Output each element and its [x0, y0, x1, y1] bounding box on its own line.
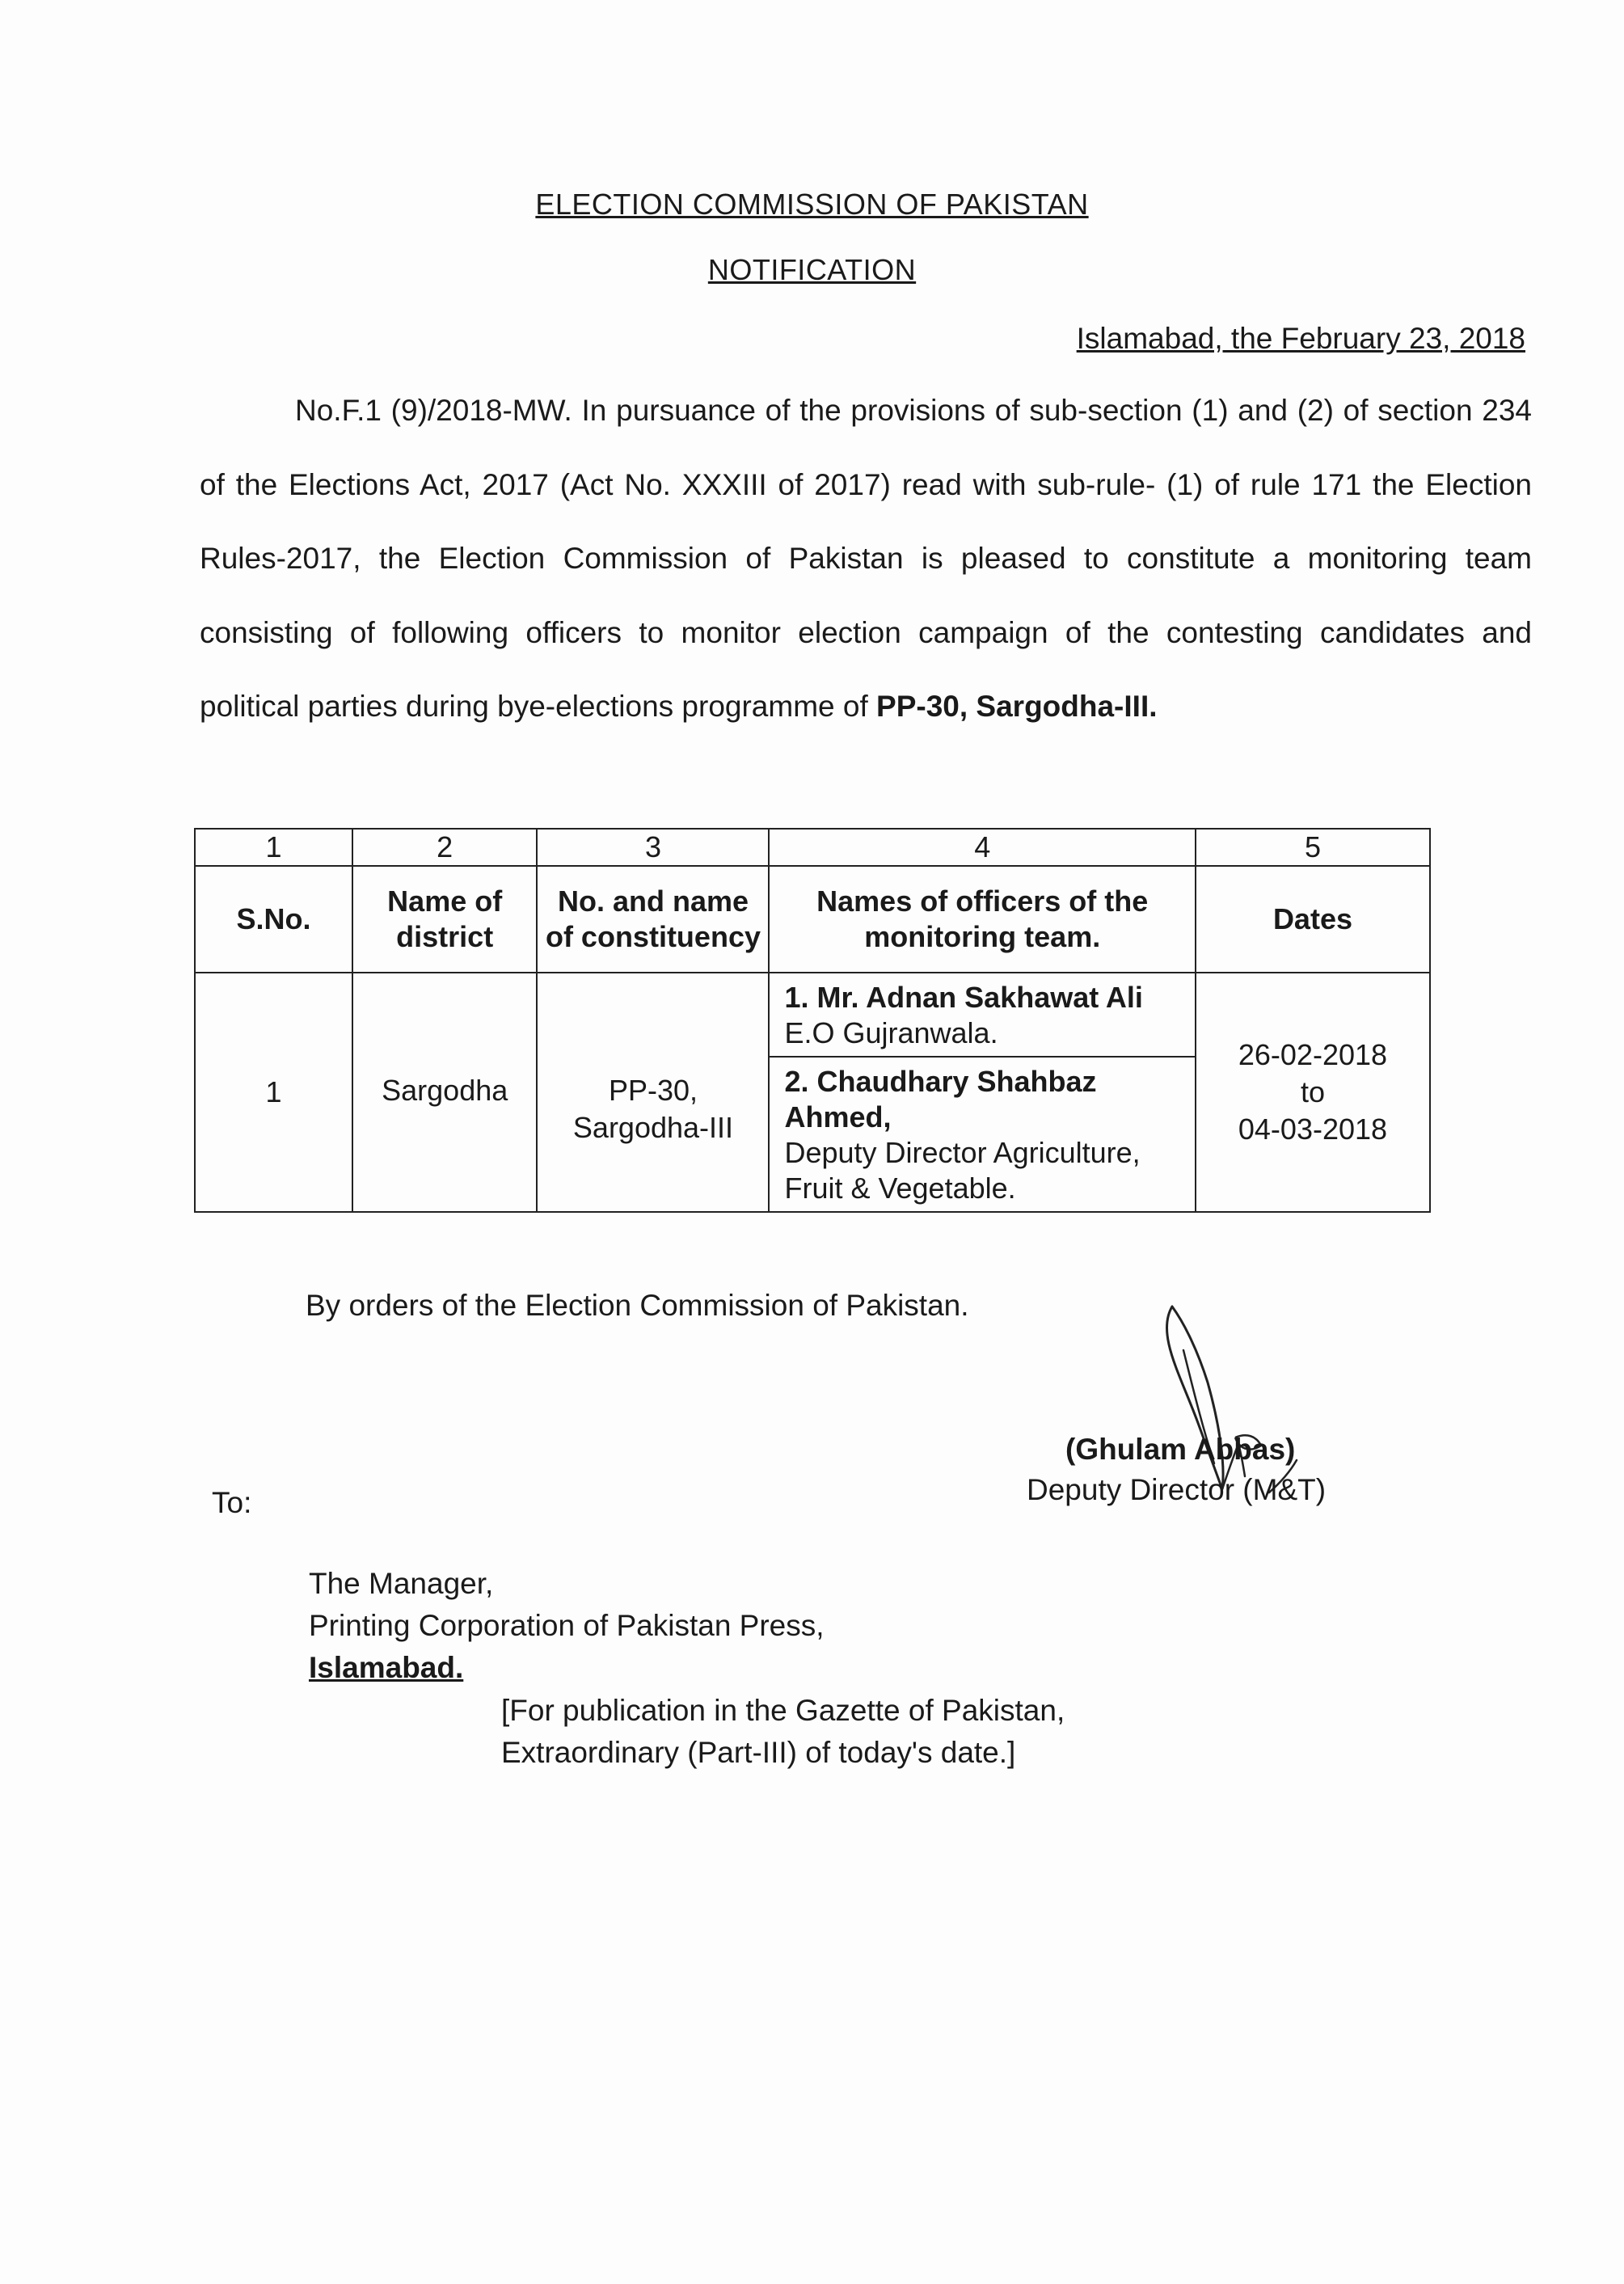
header-row — [195, 866, 1430, 973]
body-bold-constituency: PP-30, Sargodha-III. — [876, 690, 1158, 723]
body-paragraph — [200, 374, 1532, 744]
column-number: 5 — [1196, 829, 1430, 866]
recipient-city: Islamabad. — [309, 1651, 464, 1684]
cell-district: Sargodha — [352, 973, 538, 1212]
date-to: 04-03-2018 — [1238, 1112, 1388, 1146]
publication-note: [For publication in the Gazette of Pakistan, — [501, 1694, 1065, 1727]
officer-entry — [770, 1056, 1194, 1211]
column-number: 2 — [352, 829, 538, 866]
date-from: 26-02-2018 — [1238, 1038, 1388, 1071]
cell-dates — [1196, 973, 1430, 1212]
officer-name: 2. Chaudhary Shahbaz Ahmed, — [784, 1065, 1097, 1134]
officer-designation: Deputy Director Agriculture, Fruit & Vegetable. — [784, 1136, 1141, 1205]
monitoring-team-table — [194, 828, 1431, 1213]
header-officers: Names of officers of the monitoring team. — [769, 866, 1195, 973]
officer-designation: E.O Gujranwala. — [784, 1016, 998, 1049]
document-type-heading: NOTIFICATION — [707, 253, 917, 286]
signatory-name: (Ghulam Abbas) — [1065, 1433, 1296, 1466]
officer-name: 1. Mr. Adnan Sakhawat Ali — [784, 981, 1143, 1014]
signatory-title: Deputy Director (M&T) — [1027, 1473, 1327, 1506]
column-number: 1 — [195, 829, 352, 866]
header-sno: S.No. — [195, 866, 352, 973]
orders-line: By orders of the Election Commission of Pakistan. — [306, 1289, 969, 1322]
body-text: No.F.1 (9)/2018-MW. In pursuance of the provisions of sub-section (1) and (2) of section 234 of the Elections Act, 2017 (Act No. XXXIII of 2017) read with sub-rule- (1) of rule 171 the Election Rules-2017, the Election Commission of Pakistan is pleased to constitute a monitoring team consisting of following officers to monitor election campaign of the contesting candidates and political parties during bye-elections programme of — [200, 394, 1532, 723]
recipient-line: Printing Corporation of Pakistan Press, — [309, 1609, 825, 1642]
header-district: Name of district — [352, 866, 538, 973]
table-row — [195, 973, 1430, 1212]
cell-officers — [769, 973, 1195, 1212]
cell-constituency: PP-30, Sargodha-III — [537, 973, 769, 1212]
officer-entry — [770, 973, 1194, 1056]
column-number: 4 — [769, 829, 1195, 866]
organization-heading: ELECTION COMMISSION OF PAKISTAN — [535, 188, 1089, 221]
header-constituency: No. and name of constituency — [537, 866, 769, 973]
date-separator: to — [1300, 1075, 1325, 1108]
to-label: To: — [212, 1486, 252, 1519]
publication-note: Extraordinary (Part-III) of today's date.] — [501, 1736, 1016, 1769]
recipient-line: The Manager, — [309, 1567, 494, 1600]
cell-sno: 1 — [195, 973, 352, 1212]
dateline: Islamabad, the February 23, 2018 — [1076, 322, 1525, 355]
column-number: 3 — [537, 829, 769, 866]
column-number-row — [195, 829, 1430, 866]
header-dates: Dates — [1196, 866, 1430, 973]
